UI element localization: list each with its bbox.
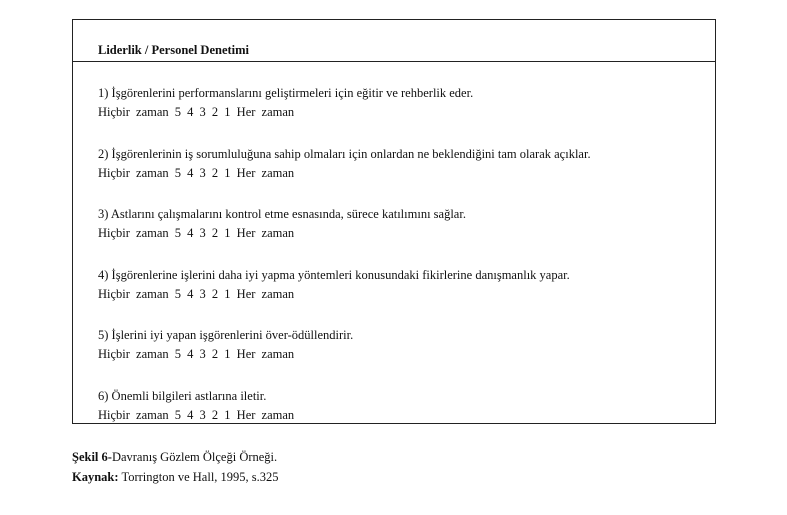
item-question: 3) Astlarını çalışmalarını kontrol etme esnasında, sürece katılımını sağlar. xyxy=(98,207,466,221)
item-question: 6) Önemli bilgileri astlarına iletir. xyxy=(98,388,267,403)
source-line xyxy=(72,467,279,487)
scale-form-box xyxy=(72,19,716,424)
item-scale: Hiçbir zaman 5 4 3 2 1 Her zaman xyxy=(98,407,295,422)
item-scale: Hiçbir zaman 5 4 3 2 1 Her zaman xyxy=(98,226,295,240)
item-list xyxy=(98,84,705,447)
item-question: 5) İşlerini iyi yapan işgörenlerini över-ödüllendirir. xyxy=(98,328,354,342)
figure-caption xyxy=(72,447,279,487)
list-item xyxy=(98,326,705,387)
item-question: 1) İşgörenlerini performanslarını geliştirmeleri için eğitir ve rehberlik eder. xyxy=(98,86,474,100)
item-scale: Hiçbir zaman 5 4 3 2 1 Her zaman xyxy=(98,165,295,180)
list-item xyxy=(98,205,705,266)
figure-text: Davranış Gözlem Ölçeği Örneği. xyxy=(111,450,278,464)
list-item xyxy=(98,84,705,145)
form-title: Liderlik / Personel Denetimi xyxy=(98,43,250,57)
list-item xyxy=(98,266,705,327)
figure-title-line xyxy=(72,447,279,467)
item-question: 2) İşgörenlerinin iş sorumluluğuna sahip olmaları için onlardan ne beklendiğini tam olarak açıklar. xyxy=(98,146,591,161)
figure-label: Şekil 6- xyxy=(72,450,112,464)
item-scale: Hiçbir zaman 5 4 3 2 1 Her zaman xyxy=(98,286,295,301)
source-label: Kaynak: xyxy=(72,470,119,484)
list-item xyxy=(98,387,705,448)
item-scale: Hiçbir zaman 5 4 3 2 1 Her zaman xyxy=(98,105,295,119)
source-text: Torrington ve Hall, 1995, s.325 xyxy=(118,470,279,484)
item-scale: Hiçbir zaman 5 4 3 2 1 Her zaman xyxy=(98,347,295,361)
item-question: 4) İşgörenlerine işlerini daha iyi yapma yöntemleri konusundaki fikirlerine danışmanlık yapar. xyxy=(98,267,570,282)
form-header xyxy=(73,20,715,62)
list-item xyxy=(98,145,705,206)
